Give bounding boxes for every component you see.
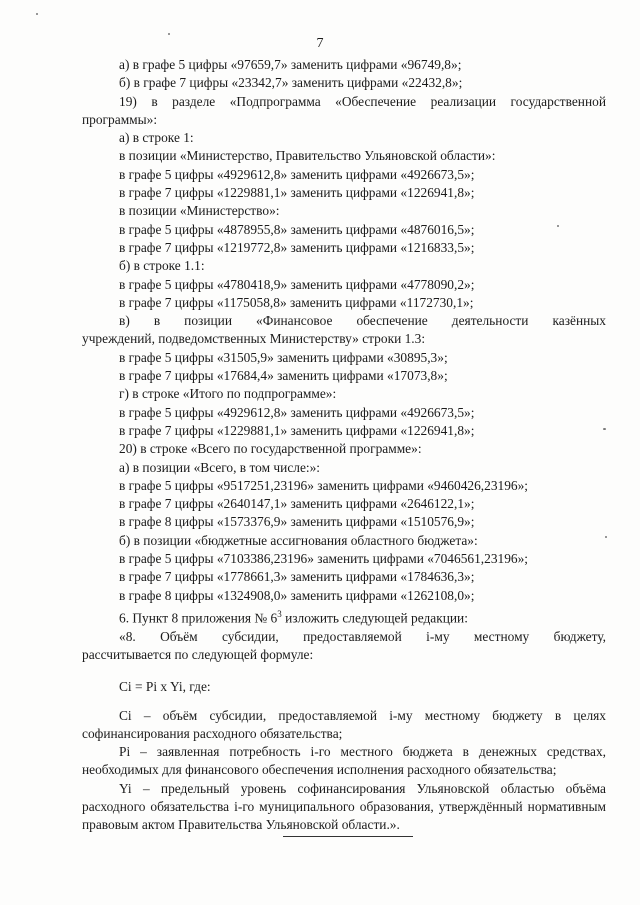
text-line: в графе 5 цифры «31505,9» заменить цифрами «30895,3»; (119, 349, 448, 365)
text-paragraph: 19) в разделе «Подпрограмма «Обеспечение реализации государственной программы»: (82, 93, 606, 127)
point-8-line-1: «8. Объём субсидии, предоставляемой i-му местному бюджету, (119, 628, 606, 644)
document-body (82, 56, 606, 835)
text-line: в графе 7 цифры «17684,4» заменить цифрами «17073,8»; (119, 368, 448, 384)
scan-speck (557, 225, 559, 227)
text-line: в графе 5 цифры «4780418,9» заменить цифрами «4778090,2»; (119, 276, 475, 292)
text-line: б) в позиции «бюджетные ассигнования областного бюджета»: (119, 532, 478, 548)
text-line: в графе 8 цифры «1573376,9» заменить цифрами «1510576,9»; (119, 514, 475, 530)
page-number: 7 (316, 36, 324, 51)
text-line: в графе 7 цифры «1229881,1» заменить цифрами «1226941,8»; (119, 185, 475, 201)
text-line: в графе 5 цифры «4929612,8» заменить цифрами «4926673,5»; (119, 404, 475, 420)
text-line: б) в графе 7 цифры «23342,7» заменить цифрами «22432,8»; (119, 75, 463, 91)
text-line: в графе 7 цифры «1229881,1» заменить цифрами «1226941,8»; (119, 422, 475, 438)
text-line: а) в строке 1: (119, 130, 194, 146)
definition-ci: Ci – объём субсидии, предоставляемой i-му местному бюджету в целях софинансирования расходного обязательства; (82, 707, 606, 741)
text-line: а) в позиции «Всего, в том числе:»: (119, 459, 321, 475)
definition-pi: Pi – заявленная потребность i-го местного бюджета в денежных средствах, необходимых для финансового обеспечения исполнения расходного обязательства; (82, 744, 606, 778)
scan-speck (168, 33, 170, 35)
point-6-superscript: 3 (277, 608, 282, 619)
text-line: б) в строке 1.1: (119, 258, 205, 274)
scan-speck (605, 536, 607, 538)
point-6-text: 6. Пункт 8 приложения № 6 (119, 610, 278, 626)
formula: Ci = Pi x Yi, где: (119, 679, 211, 695)
text-line: 20) в строке «Всего по государственной программе»: (119, 441, 422, 457)
text-line: а) в графе 5 цифры «97659,7» заменить цифрами «96749,8»; (119, 57, 462, 72)
scan-speck (603, 428, 606, 430)
text-line: в графе 7 цифры «1219772,8» заменить цифрами «1216833,5»; (119, 239, 475, 255)
point-6-tail: изложить следующей редакции: (281, 610, 468, 626)
point-8-line-2: рассчитывается по следующей формуле: (82, 646, 314, 662)
text-line: в графе 5 цифры «4878955,8» заменить цифрами «4876016,5»; (119, 221, 475, 237)
scan-speck (36, 13, 38, 15)
closing-rule (283, 836, 413, 837)
text-line: в графе 7 цифры «1175058,8» заменить цифрами «1172730,1»; (119, 294, 474, 310)
text-line: учреждений, подведомственных Министерству» строки 1.3: (82, 331, 426, 347)
point-6-line (82, 605, 606, 628)
text-line: в позиции «Министерство, Правительство Ульяновской области»: (119, 148, 496, 164)
text-line: г) в строке «Итого по подпрограмме»: (119, 386, 337, 402)
text-line: в графе 7 цифры «1778661,3» заменить цифрами «1784636,3»; (119, 569, 475, 585)
text-line: в позиции «Министерство»: (119, 203, 280, 219)
text-line: в графе 5 цифры «4929612,8» заменить цифрами «4926673,5»; (119, 166, 475, 182)
definition-yi: Yi – предельный уровень софинансирования Ульяновской областью объёма расходного обязательства i-го муниципального образования, утверждённый нормативным правовым актом Правительства Ульяновской области.». (82, 780, 606, 833)
text-line: в) в позиции «Финансовое обеспечение деятельности казённых (119, 313, 606, 329)
text-line: в графе 8 цифры «1324908,0» заменить цифрами «1262108,0»; (119, 587, 475, 603)
text-line: в графе 5 цифры «7103386,23196» заменить цифрами «7046561,23196»; (119, 551, 529, 567)
text-line: в графе 5 цифры «9517251,23196» заменить цифрами «9460426,23196»; (119, 477, 529, 493)
text-line: в графе 7 цифры «2640147,1» заменить цифрами «2646122,1»; (119, 496, 475, 512)
